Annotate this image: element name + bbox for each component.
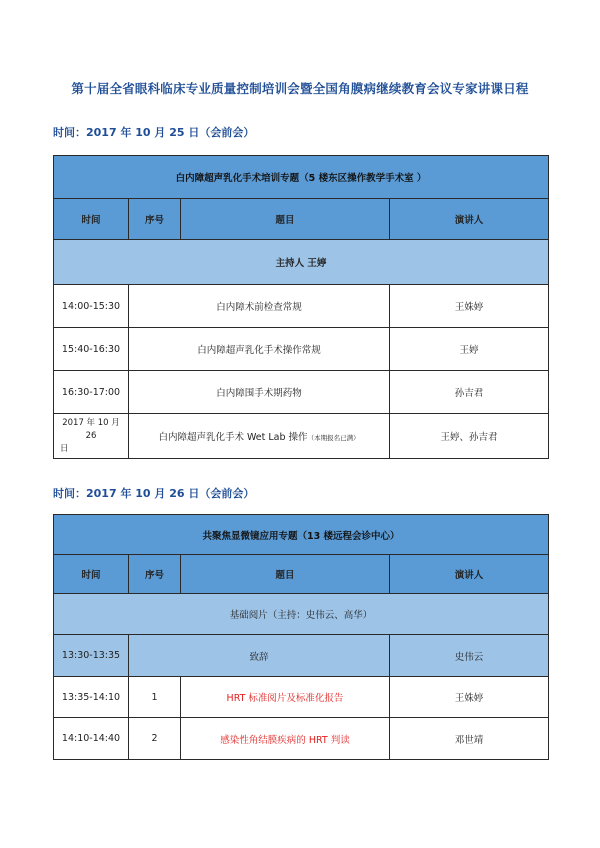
row-speaker: 史伟云	[390, 635, 549, 677]
row-speaker: 邓世靖	[390, 718, 549, 760]
table-row	[54, 371, 549, 414]
row-time: 15:40-16:30	[54, 328, 129, 371]
row-time: 13:30-13:35	[54, 635, 129, 677]
row-no: 1	[129, 677, 181, 718]
section2-host-row	[54, 594, 549, 635]
row-speaker: 孙吉君	[390, 371, 549, 414]
header-speaker: 演讲人	[390, 555, 549, 594]
row-topic	[129, 414, 390, 459]
section1-host-row	[54, 240, 549, 285]
table-row	[54, 414, 549, 459]
row-no: 2	[129, 718, 181, 760]
header-no: 序号	[129, 199, 181, 240]
section1-host: 主持人 王婷	[54, 240, 549, 285]
row-time: 14:00-15:30	[54, 285, 129, 328]
row-topic-text: 白内障超声乳化手术 Wet Lab 操作	[158, 432, 308, 443]
section2-host: 基础阅片（主持：史伟云、高华）	[54, 594, 549, 635]
section1-date: 时间：2017 年 10 月 25 日（会前会）	[53, 126, 255, 139]
section1-header-row	[54, 199, 549, 240]
row-topic: 感染性角结膜疾病的 HRT 判读	[181, 718, 390, 760]
header-topic: 题目	[181, 555, 390, 594]
header-time: 时间	[54, 199, 129, 240]
row-topic: 致辞	[129, 635, 390, 677]
header-topic: 题目	[181, 199, 390, 240]
header-time: 时间	[54, 555, 129, 594]
section2-header-row	[54, 555, 549, 594]
section1-band-row	[54, 156, 549, 199]
table-row	[54, 677, 549, 718]
table-row	[54, 285, 549, 328]
table-row	[54, 635, 549, 677]
row-topic: 白内障超声乳化手术操作常规	[129, 328, 390, 371]
header-speaker: 演讲人	[390, 199, 549, 240]
row-topic: HRT 标准阅片及标准化报告	[181, 677, 390, 718]
table-row	[54, 328, 549, 371]
section1-band-title: 白内障超声乳化手术培训专题（5 楼东区操作教学手术室 ）	[54, 156, 549, 199]
row-topic: 白内障围手术期药物	[129, 371, 390, 414]
row-time-line2: 日	[60, 443, 69, 454]
header-no: 序号	[129, 555, 181, 594]
row-speaker: 王婷、孙吉君	[390, 414, 549, 459]
section2-band-row	[54, 515, 549, 555]
section2-table	[53, 514, 549, 760]
row-speaker: 王婷	[390, 328, 549, 371]
row-time: 16:30-17:00	[54, 371, 129, 414]
row-topic: 白内障术前检查常规	[129, 285, 390, 328]
table-row	[54, 718, 549, 760]
row-time: 14:10-14:40	[54, 718, 129, 760]
row-time-line1: 2017 年 10 月 26	[62, 417, 120, 441]
row-speaker: 王姝婷	[390, 285, 549, 328]
section2-band-title: 共聚焦显微镜应用专题（13 楼远程会诊中心）	[54, 515, 549, 555]
row-speaker: 王姝婷	[390, 677, 549, 718]
section1-table	[53, 155, 549, 459]
section2-date: 时间：2017 年 10 月 26 日（会前会）	[53, 487, 255, 500]
row-time: 13:35-14:10	[54, 677, 129, 718]
row-topic-note: （本期报名已满）	[307, 434, 360, 442]
row-time	[54, 414, 129, 459]
document-title: 第十届全省眼科临床专业质量控制培训会暨全国角膜病继续教育会议专家讲课日程	[71, 81, 529, 96]
